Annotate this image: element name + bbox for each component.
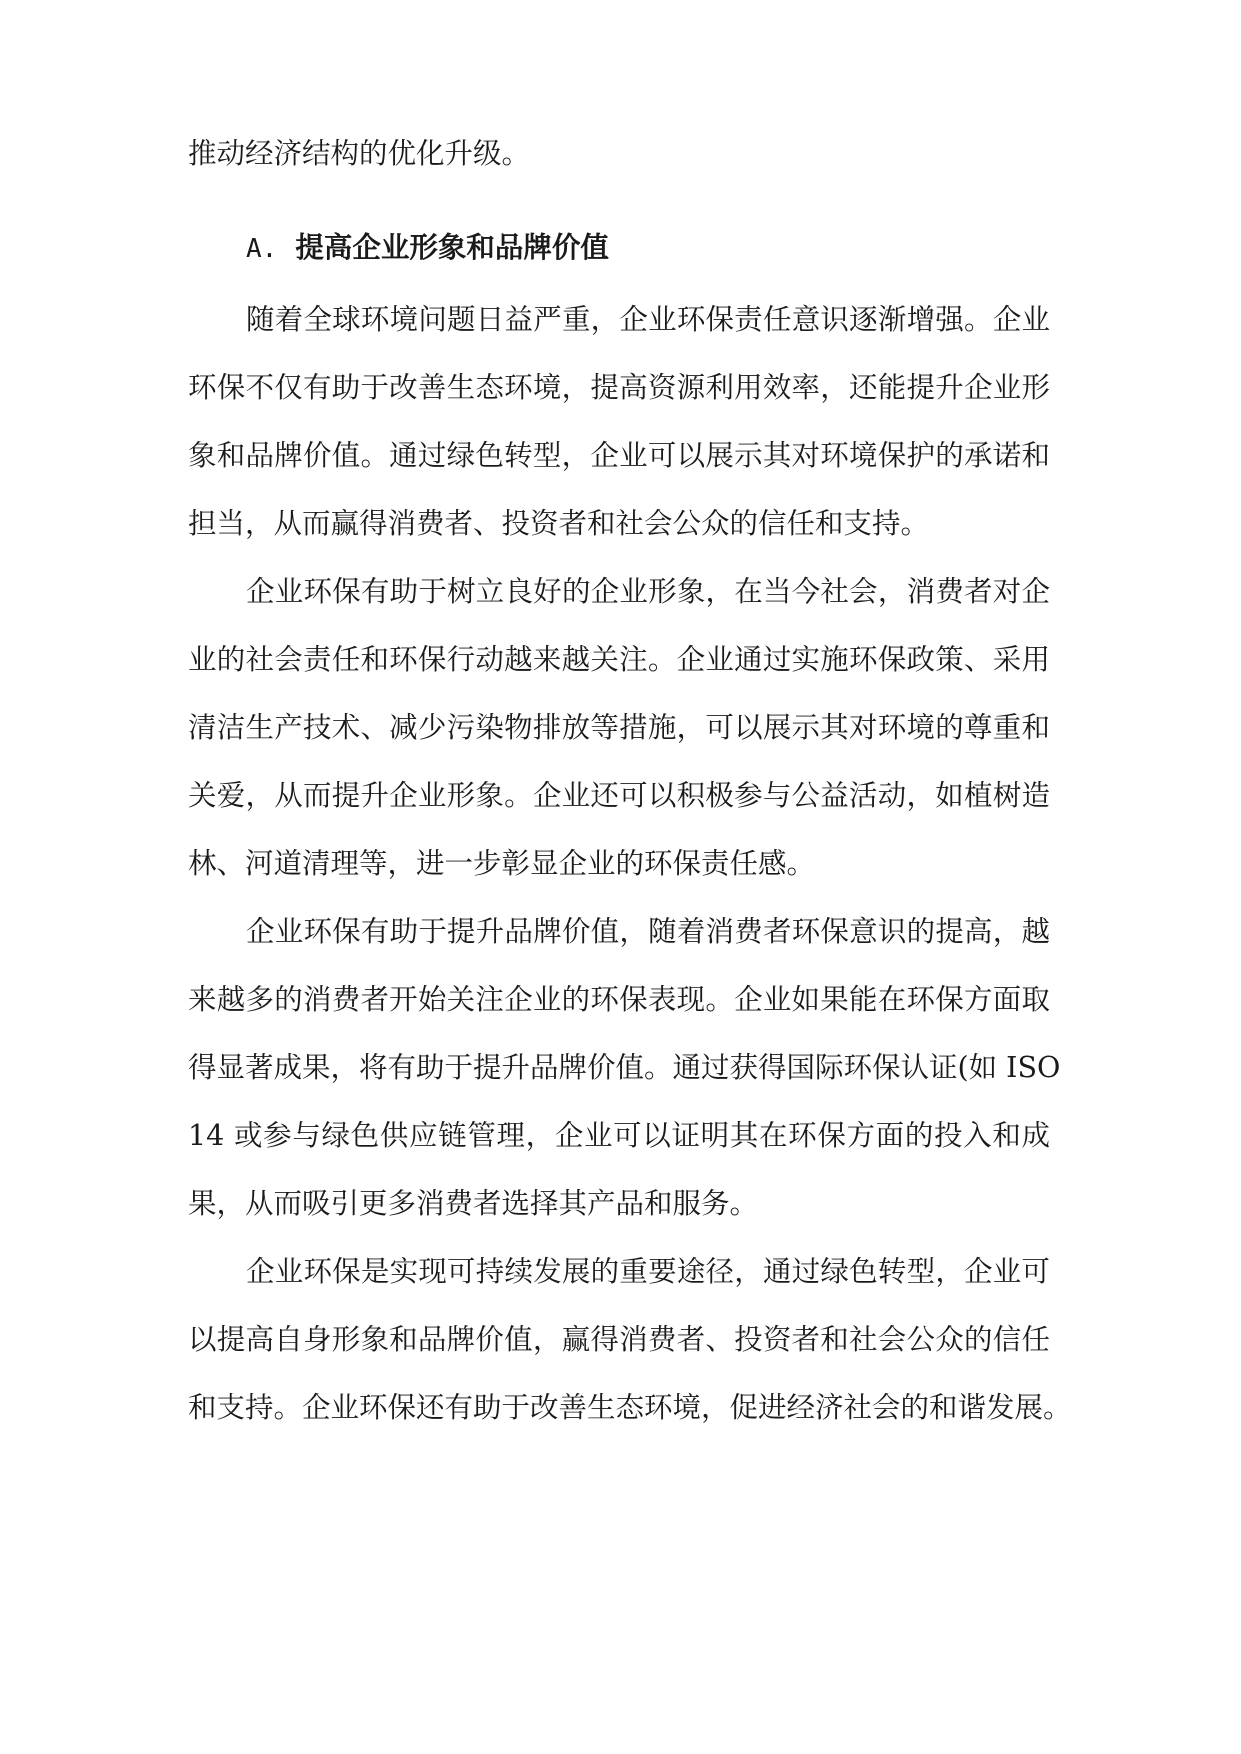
paragraph-line: 企业环保是实现可持续发展的重要途径，通过绿色转型，企业可 <box>246 1255 1050 1288</box>
paragraph-line: 14 或参与绿色供应链管理，企业可以证明其在环保方面的投入和成 <box>188 1119 1050 1152</box>
paragraph-line: 清洁生产技术、减少污染物排放等措施，可以展示其对环境的尊重和 <box>188 711 1050 744</box>
paragraph-line: 得显著成果，将有助于提升品牌价值。通过获得国际环保认证(如 ISO <box>188 1051 1061 1084</box>
paragraph-line: 随着全球环境问题日益严重，企业环保责任意识逐渐增强。企业 <box>246 303 1050 336</box>
paragraph-line: 业的社会责任和环保行动越来越关注。企业通过实施环保政策、采用 <box>188 643 1050 676</box>
section-title: 提高企业形象和品牌价值 <box>295 231 609 264</box>
section-heading <box>246 226 946 270</box>
paragraph-line: 环保不仅有助于改善生态环境，提高资源利用效率，还能提升企业形 <box>188 371 1050 404</box>
paragraph-line: 林、河道清理等，进一步彰显企业的环保责任感。 <box>188 847 816 880</box>
paragraph-line: 担当，从而赢得消费者、投资者和社会公众的信任和支持。 <box>188 507 930 540</box>
paragraph-line: 以提高自身形象和品牌价值，赢得消费者、投资者和社会公众的信任 <box>188 1323 1050 1356</box>
paragraph-line: 象和品牌价值。通过绿色转型，企业可以展示其对环境保护的承诺和 <box>188 439 1050 472</box>
paragraph-line: 企业环保有助于树立良好的企业形象，在当今社会，消费者对企 <box>246 575 1050 608</box>
intro-line: 推动经济结构的优化升级。 <box>188 137 531 170</box>
paragraph-line: 果，从而吸引更多消费者选择其产品和服务。 <box>188 1187 759 1220</box>
paragraph-line: 来越多的消费者开始关注企业的环保表现。企业如果能在环保方面取 <box>188 983 1050 1016</box>
paragraph-line: 企业环保有助于提升品牌价值，随着消费者环保意识的提高，越 <box>246 915 1050 948</box>
paragraph-line: 关爱，从而提升企业形象。企业还可以积极参与公益活动，如植树造 <box>188 779 1050 812</box>
paragraph-line: 和支持。企业环保还有助于改善生态环境，促进经济社会的和谐发展。 <box>188 1391 1072 1424</box>
section-marker: A. <box>246 234 278 264</box>
